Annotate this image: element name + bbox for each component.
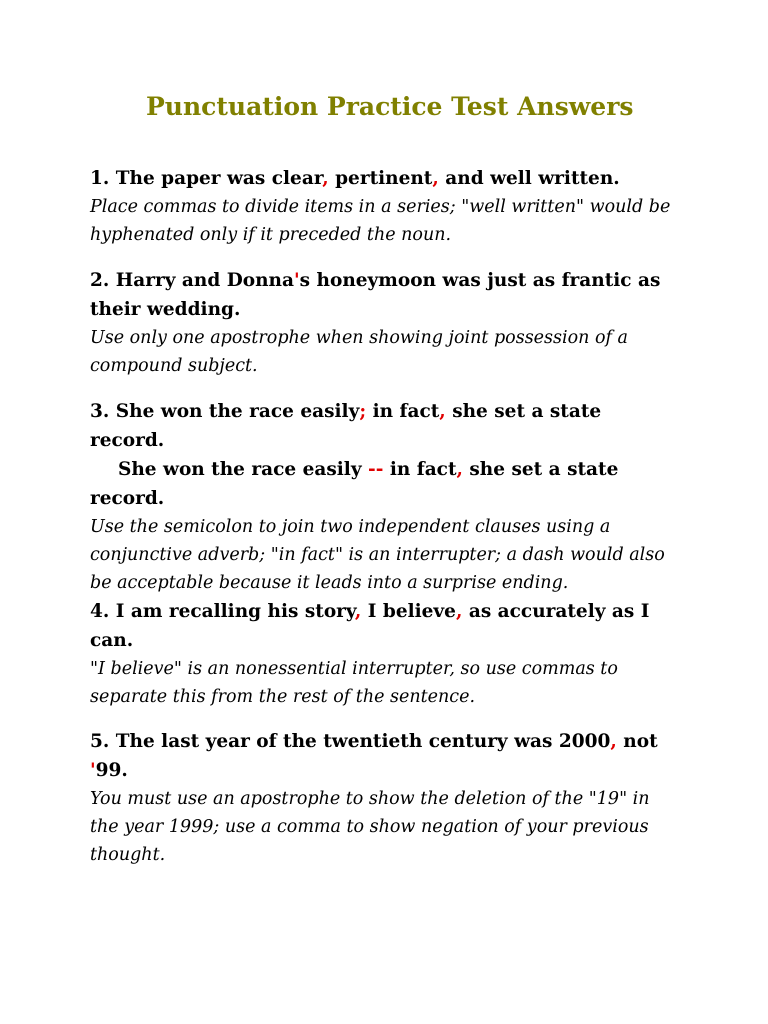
answer-sentence (90, 266, 680, 324)
sentence-text: she set a state record. (90, 459, 619, 509)
answer-explanation: Use only one apostrophe when showing joint possession of a compound subject. (90, 328, 628, 376)
sentence-text: 2. Harry and Donna (90, 270, 294, 291)
answer-explanation: You must use an apostrophe to show the deletion of the "19" in the year 1999; use a comma to show negation of your previous thought. (90, 789, 650, 865)
answer-item-2 (90, 266, 680, 380)
punctuation-mark: , (456, 459, 463, 480)
answer-sentence (90, 397, 680, 513)
punctuation-mark: , (439, 401, 446, 422)
sentence-text: She won the race easily (118, 459, 369, 480)
answer-sentence (90, 727, 680, 785)
sentence-text: 5. The last year of the twentieth century was 2000 (90, 731, 611, 752)
punctuation-mark: -- (368, 459, 384, 480)
punctuation-mark: , (432, 168, 439, 189)
answer-sentence (90, 597, 680, 655)
sentence-text: 4. I am recalling his story (90, 601, 355, 622)
punctuation-mark: ; (359, 401, 367, 422)
sentence-text: pertinent (328, 168, 433, 189)
page-title: Punctuation Practice Test Answers (146, 92, 634, 121)
sentence-text: not (616, 731, 658, 752)
sentence-text: in fact (366, 401, 440, 422)
answer-item-1 (90, 164, 680, 249)
sentence-text: and well written. (438, 168, 620, 189)
answer-explanation: "I believe" is an nonessential interrupter, so use commas to separate this from the rest of the sentence. (90, 659, 618, 707)
sentence-text: she set a state record. (90, 401, 602, 451)
sentence-text: as accurately as I can. (90, 601, 650, 651)
sentence-text: I believe (361, 601, 456, 622)
answer-explanation: Place commas to divide items in a series; "well written" would be hyphenated only if it preceded the noun. (90, 197, 671, 245)
sentence-text: in fact (383, 459, 457, 480)
sentence-text: 99. (95, 760, 128, 781)
punctuation-mark: ' (90, 760, 96, 781)
punctuation-mark: , (455, 601, 463, 622)
answer-item-3 (90, 397, 680, 597)
sentence-text: s honeymoon was just as frantic as their wedding. (90, 270, 661, 320)
punctuation-mark: , (322, 168, 329, 189)
answer-sentence (90, 164, 680, 193)
punctuation-mark: ' (294, 270, 300, 291)
answer-item-5 (90, 727, 680, 869)
punctuation-mark: , (610, 731, 617, 752)
sentence-text: 1. The paper was clear (90, 168, 323, 189)
answer-item-4 (90, 597, 680, 711)
punctuation-mark: , (354, 601, 362, 622)
sentence-text: 3. She won the race easily (90, 401, 360, 422)
answer-explanation: Use the semicolon to join two independent clauses using a conjunctive adverb; "in fact" is an interrupter; a dash would also be acceptable because it leads into a surprise ending. (90, 517, 665, 593)
